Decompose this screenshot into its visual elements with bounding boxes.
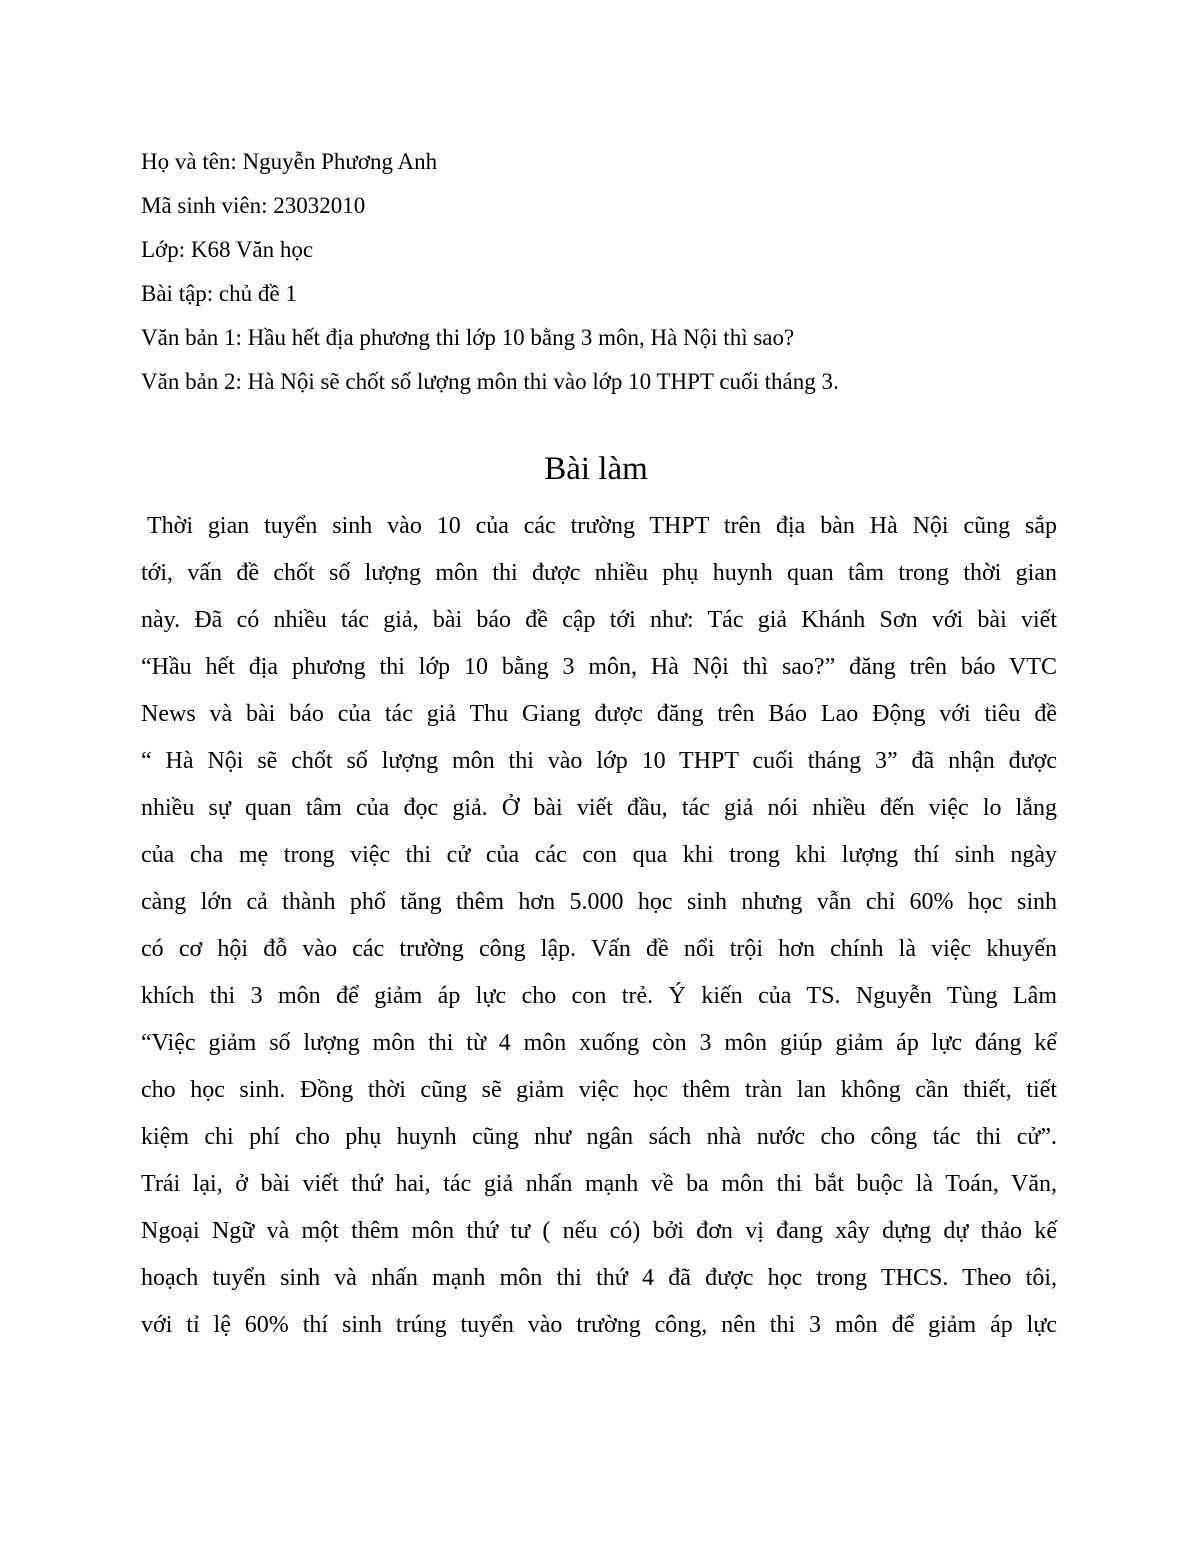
text-2-line: Văn bản 2: Hà Nội sẽ chốt số lượng môn thi vào lớp 10 THPT cuối tháng 3. [141, 369, 839, 394]
paragraph-line: càng lớn cả thành phố tăng thêm hơn 5.000 học sinh nhưng vẫn chỉ 60% học sinh [141, 889, 1057, 915]
paragraph-line: Ngoại Ngữ và một thêm môn thứ tư ( nếu có) bởi đơn vị đang xây dựng dự thảo kế [141, 1218, 1057, 1244]
paragraph-line: Thời gian tuyển sinh vào 10 của các trường THPT trên địa bàn Hà Nội cũng sắp [147, 513, 1057, 539]
paragraph-line: “ Hà Nội sẽ chốt số lượng môn thi vào lớp 10 THPT cuối tháng 3” đã nhận được [141, 748, 1057, 774]
student-id-line: Mã sinh viên: 23032010 [141, 193, 366, 218]
paragraph-line: “Hầu hết địa phương thi lớp 10 bằng 3 môn, Hà Nội thì sao?” đăng trên báo VTC [141, 654, 1057, 680]
paragraph-line: với tỉ lệ 60% thí sinh trúng tuyển vào trường công, nên thi 3 môn để giảm áp lực [141, 1312, 1057, 1338]
paragraph-line: “Việc giảm số lượng môn thi từ 4 môn xuống còn 3 môn giúp giảm áp lực đáng kể [141, 1030, 1057, 1056]
student-info-block [141, 140, 1071, 404]
text-1-line: Văn bản 1: Hầu hết địa phương thi lớp 10 bằng 3 môn, Hà Nội thì sao? [141, 325, 795, 350]
essay-body [141, 503, 1057, 1349]
paragraph-line: nhiều sự quan tâm của đọc giả. Ở bài viết đầu, tác giả nói nhiều đến việc lo lắng [141, 795, 1057, 821]
paragraph-line: hoạch tuyển sinh và nhấn mạnh môn thi thứ 4 đã được học trong THCS. Theo tôi, [141, 1265, 1057, 1291]
paragraph-line: có cơ hội đỗ vào các trường công lập. Vấn đề nổi trội hơn chính là việc khuyến [141, 936, 1057, 962]
paragraph-line: News và bài báo của tác giả Thu Giang được đăng trên Báo Lao Động với tiêu đề [141, 701, 1057, 727]
paragraph-line: cho học sinh. Đồng thời cũng sẽ giảm việc học thêm tràn lan không cần thiết, tiết [141, 1077, 1057, 1103]
student-name-line: Họ và tên: Nguyễn Phương Anh [141, 149, 438, 174]
essay-title: Bài làm [544, 451, 648, 487]
paragraph-line: tới, vấn đề chốt số lượng môn thi được nhiều phụ huynh quan tâm trong thời gian [141, 560, 1057, 586]
paragraph-line: của cha mẹ trong việc thi cử của các con qua khi trong khi lượng thí sinh ngày [141, 842, 1057, 868]
assignment-line: Bài tập: chủ đề 1 [141, 281, 297, 306]
paragraph-line: này. Đã có nhiều tác giả, bài báo đề cập tới như: Tác giả Khánh Sơn với bài viết [141, 607, 1057, 633]
paragraph-line: khích thi 3 môn để giảm áp lực cho con trẻ. Ý kiến của TS. Nguyễn Tùng Lâm [141, 983, 1057, 1009]
class-line: Lớp: K68 Văn học [141, 237, 314, 262]
paragraph-line: kiệm chi phí cho phụ huynh cũng như ngân sách nhà nước cho công tác thi cử”. [141, 1124, 1057, 1150]
paragraph-line: Trái lại, ở bài viết thứ hai, tác giả nhấn mạnh về ba môn thi bắt buộc là Toán, Văn, [141, 1171, 1057, 1197]
